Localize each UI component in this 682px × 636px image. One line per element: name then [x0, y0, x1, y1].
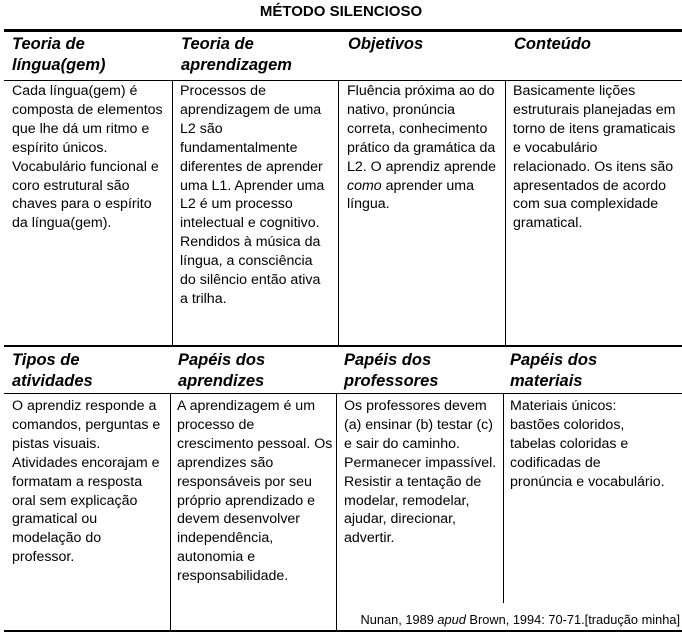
cell-objetivos-text-end: aprender uma língua. — [347, 177, 474, 213]
cell-papeis-materiais: Materiais únicos: bastões coloridos, tabelas coloridas e codificadas de pronúncia e vocabulário. — [510, 398, 665, 490]
header-papeis-professores: Papéis dos professores — [344, 351, 439, 390]
cell-objetivos-emphasis: como — [347, 177, 382, 194]
header-papeis-materiais: Papéis dos materiais — [510, 351, 598, 390]
cell-papeis-aprendizes: A aprendizagem é um processo de crescimento pessoal. Os aprendizes são responsáveis por seu próprio aprendizado e devem desenvolver independência, autonomia e responsabilidade. — [177, 398, 333, 585]
column-separator — [172, 80, 173, 346]
column-separator — [336, 393, 337, 630]
cell-teoria-lingua: Cada língua(gem) é composta de elementos que lhe dá um ritmo e espírito únicos. Vocabulário funcional e coro estrutural são chaves para o espírito da língua(gem). — [12, 83, 163, 232]
column-separator — [170, 393, 171, 630]
cell-tipos-atividades: O aprendiz responde a comandos, perguntas e pistas visuais. Atividades encorajam e formatam a resposta oral sem explicação gramatical ou modelação do professor. — [12, 398, 161, 566]
cell-conteudo: Basicamente lições estruturais planejadas em torno de itens gramaticais e vocabulário relacionado. Os itens são apresentados de acordo com sua complexidade gramatical. — [513, 83, 676, 232]
header-tipos-atividades: Tipos de atividades — [12, 351, 93, 390]
header-conteudo: Conteúdo — [514, 35, 591, 53]
cell-objetivos-text: Fluência próxima ao do nativo, pronúncia correta, conhecimento prático da gramática da L2. O aprendiz aprende — [347, 83, 497, 175]
column-separator — [503, 393, 504, 603]
row-divider — [4, 345, 682, 347]
column-separator — [505, 80, 506, 346]
cell-objetivos — [347, 82, 501, 214]
header-teoria-aprendizagem: Teoria de aprendizagem — [181, 35, 292, 74]
header-divider-1 — [4, 80, 682, 81]
bottom-rule — [4, 630, 682, 632]
citation-text-end: Brown, 1994: 70-71.[tradução minha] — [465, 612, 680, 627]
header-papeis-aprendizes: Papéis dos aprendizes — [178, 351, 266, 390]
header-divider-2 — [4, 393, 682, 394]
column-separator — [338, 80, 339, 346]
citation-emphasis: apud — [437, 612, 466, 627]
header-objetivos: Objetivos — [348, 35, 424, 53]
cell-teoria-aprendizagem: Processos de aprendizagem de uma L2 são fundamentalmente diferentes de aprender uma L1. Aprender uma L2 é um processo intelectual e cognitivo. Rendidos à música da língua, a consciência do silêncio então ativa a trilha. — [180, 83, 325, 307]
citation — [361, 612, 680, 628]
citation-text: Nunan, 1989 — [360, 612, 438, 627]
cell-papeis-professores: Os professores devem (a) ensinar (b) testar (c) e sair do caminho. Permanecer impassível. Resistir a tentação de modelar, remodelar, ajudar, direcionar, advertir. — [344, 398, 497, 547]
top-rule — [4, 29, 682, 32]
header-teoria-lingua: Teoria de língua(gem) — [12, 35, 106, 74]
table-title: MÉTODO SILENCIOSO — [259, 3, 423, 20]
